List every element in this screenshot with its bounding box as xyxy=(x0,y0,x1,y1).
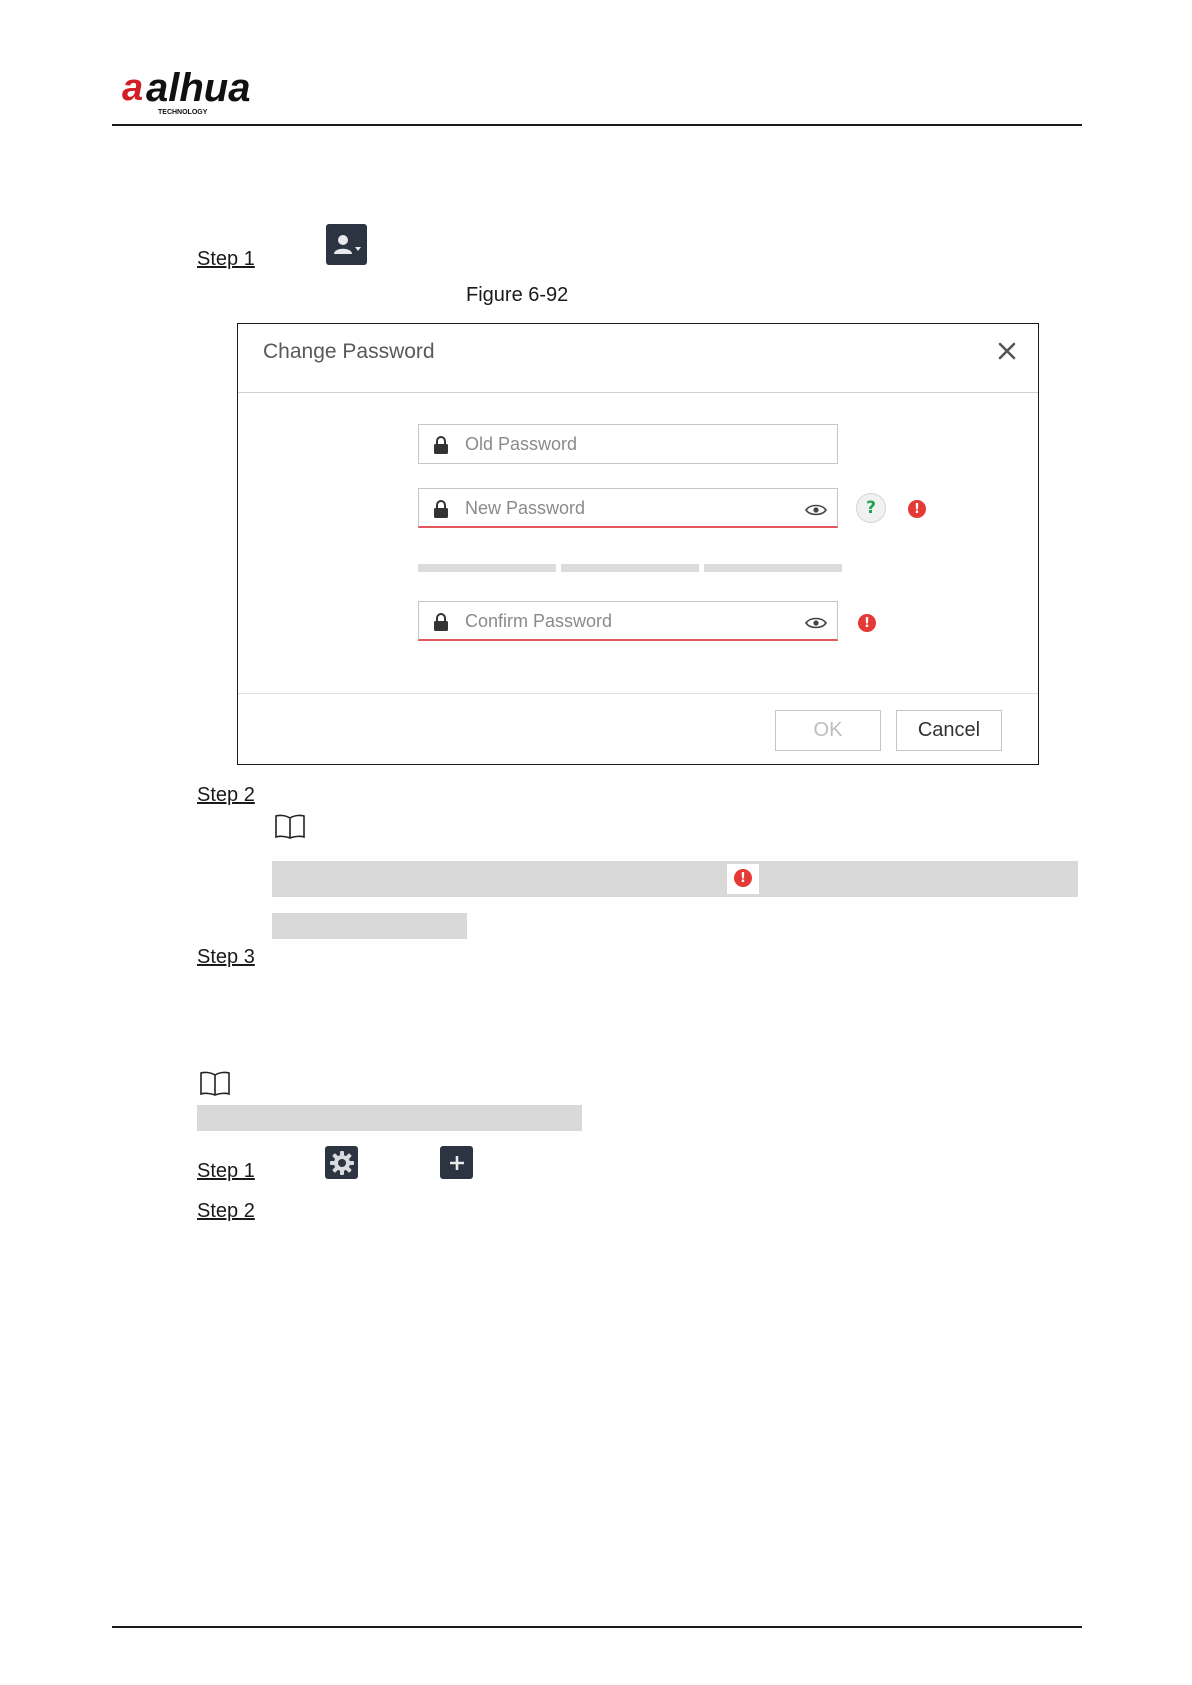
header-rule xyxy=(112,124,1082,126)
password-help-icon[interactable]: ? xyxy=(856,493,886,523)
svg-text:a: a xyxy=(122,67,144,109)
step-2-label-second: Step 2 xyxy=(197,1200,255,1222)
lock-icon xyxy=(433,436,449,454)
dialog-header-divider xyxy=(238,392,1038,393)
svg-text:TECHNOLOGY: TECHNOLOGY xyxy=(158,109,208,116)
add-plus-icon[interactable] xyxy=(440,1146,473,1179)
note-text-line-1 xyxy=(272,861,1078,897)
error-icon: ! xyxy=(908,500,926,518)
ok-button[interactable]: OK xyxy=(775,710,881,751)
new-password-field[interactable] xyxy=(418,488,838,528)
close-icon[interactable] xyxy=(994,338,1020,364)
dialog-title: Change Password xyxy=(263,340,435,363)
strength-bar-2 xyxy=(561,564,699,572)
error-icon: ! xyxy=(734,869,752,887)
note-book-icon xyxy=(274,813,306,839)
eye-icon[interactable] xyxy=(805,616,827,630)
strength-bar-3 xyxy=(704,564,842,572)
dahua-logo xyxy=(120,64,260,120)
user-menu-icon[interactable] xyxy=(326,224,367,265)
note-text-line xyxy=(197,1105,582,1131)
settings-gear-icon[interactable] xyxy=(325,1146,358,1179)
old-password-placeholder: Old Password xyxy=(465,434,578,454)
step-3-label: Step 3 xyxy=(197,946,255,968)
old-password-field[interactable] xyxy=(418,424,838,464)
confirm-password-placeholder: Confirm Password xyxy=(465,611,613,631)
footer-rule xyxy=(112,1626,1082,1628)
eye-icon[interactable] xyxy=(805,503,827,517)
note-book-icon xyxy=(199,1070,231,1096)
dialog-footer-divider xyxy=(238,693,1038,694)
cancel-button[interactable]: Cancel xyxy=(896,710,1002,751)
lock-icon xyxy=(433,613,449,631)
error-icon: ! xyxy=(858,614,876,632)
figure-caption: Figure 6-92 xyxy=(466,284,569,306)
confirm-password-field[interactable] xyxy=(418,601,838,641)
step-1-label-second: Step 1 xyxy=(197,1160,255,1182)
step-1-label: Step 1 xyxy=(197,248,255,270)
new-password-placeholder: New Password xyxy=(465,498,586,518)
step-2-label: Step 2 xyxy=(197,784,255,806)
strength-bar-1 xyxy=(418,564,556,572)
change-password-dialog xyxy=(237,323,1039,765)
svg-text:alhua: alhua xyxy=(146,66,251,110)
note-text-line-2 xyxy=(272,913,467,939)
lock-icon xyxy=(433,500,449,518)
